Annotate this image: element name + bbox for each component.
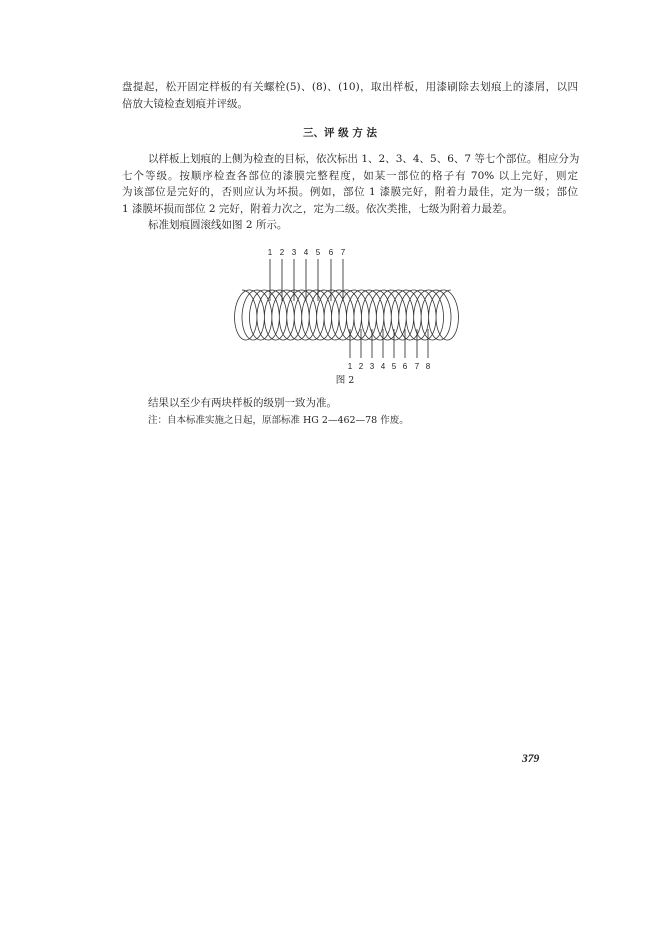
paragraph-line-4: 1 漆膜坏损而部位 2 完好，附着力次之，定为二级。依次类推，七级为附着力最差。 xyxy=(122,203,513,215)
bottom-position-label-4: 4 xyxy=(380,362,386,371)
page-number: 379 xyxy=(522,753,540,765)
intro-line-2: 倍放大镜检查划痕并评级。 xyxy=(122,98,248,110)
top-position-label-4: 4 xyxy=(303,248,309,257)
top-position-label-6: 6 xyxy=(328,248,334,257)
top-position-label-5: 5 xyxy=(315,248,321,257)
note-text: 注：自本标准实施之日起，原部标准 HG 2—462—78 作废。 xyxy=(148,415,409,426)
bottom-position-label-3: 3 xyxy=(369,362,375,371)
figure-intro: 标准划痕圆滚线如图 2 所示。 xyxy=(148,219,288,231)
paragraph-line-2: 七个等级。按顺序检查各部位的漆膜完整程度，如某一部位的格子有 70% 以上完好，则定 xyxy=(122,170,578,182)
result-text: 结果以至少有两块样板的级别一致为准。 xyxy=(148,397,337,409)
figure-caption: 图 2 xyxy=(335,375,355,386)
top-position-label-2: 2 xyxy=(279,248,285,257)
figure-2-trochoid xyxy=(200,240,480,375)
paragraph-line-1: 以样板上划痕的上侧为检查的目标，依次标出 1、2、3、4、5、6、7 等七个部位。相应分为 xyxy=(148,153,580,165)
bottom-position-label-2: 2 xyxy=(358,362,364,371)
paragraph-line-3: 为该部位是完好的，否则应认为坏损。例如，部位 1 漆膜完好，附着力最佳，定为一级；部位 xyxy=(122,186,578,198)
top-position-label-7: 7 xyxy=(340,248,346,257)
bottom-position-label-5: 5 xyxy=(391,362,397,371)
bottom-position-label-8: 8 xyxy=(425,362,431,371)
intro-line-1: 盘提起，松开固定样板的有关螺栓(5)、(8)、(10)，取出样板，用漆刷除去划痕上的漆屑，以四 xyxy=(122,81,578,93)
bottom-position-label-6: 6 xyxy=(402,362,408,371)
top-position-label-3: 3 xyxy=(291,248,297,257)
bottom-position-label-7: 7 xyxy=(414,362,420,371)
bottom-position-label-1: 1 xyxy=(347,362,353,371)
top-position-label-1: 1 xyxy=(267,248,273,257)
coil-curve xyxy=(235,290,459,340)
section-heading: 三、评 级 方 法 xyxy=(303,127,377,139)
